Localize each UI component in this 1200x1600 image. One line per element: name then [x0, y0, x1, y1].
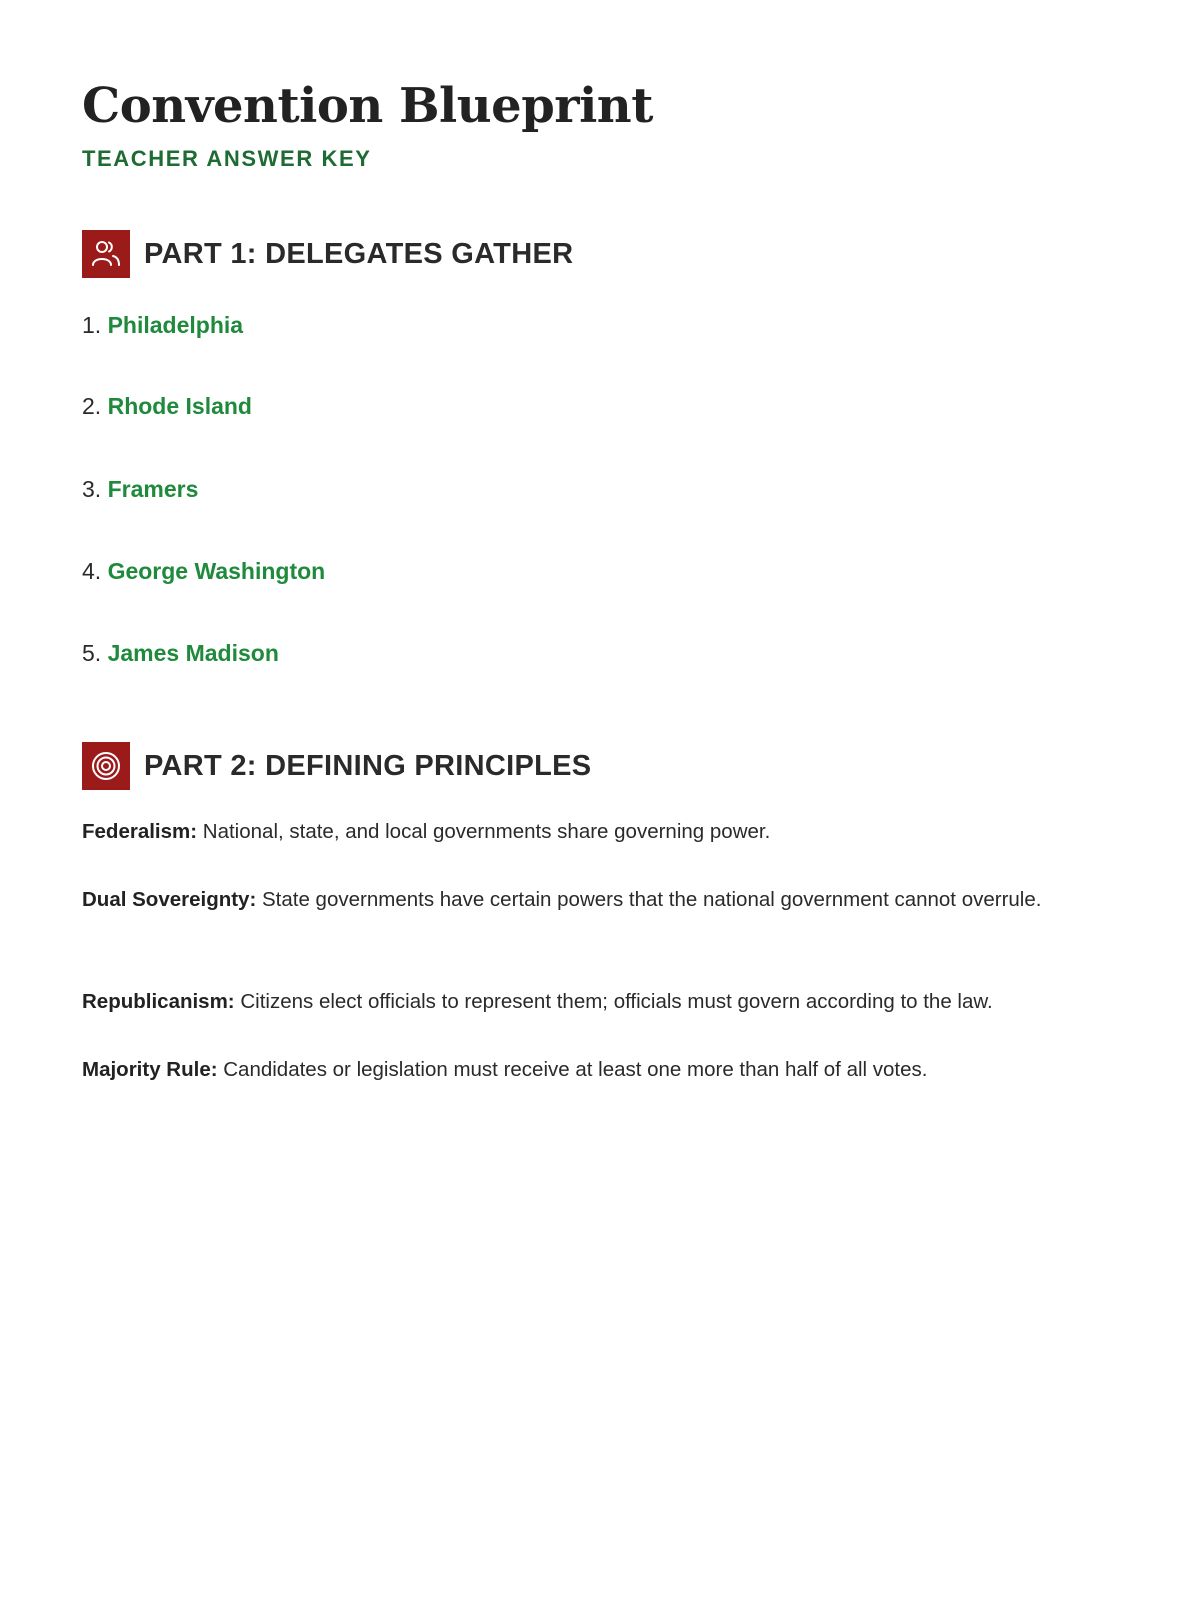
principle-item: [82, 815, 1112, 849]
part1-title: PART 1: DELEGATES GATHER: [144, 237, 574, 270]
principle-definition: State governments have certain powers that the national government cannot overrule.: [262, 888, 1042, 911]
answer-item: [82, 309, 243, 341]
principle-term: Dual Sovereignty:: [82, 888, 257, 911]
answer-number: 3.: [82, 476, 102, 502]
principle-term: Majority Rule:: [82, 1058, 218, 1081]
answer-value: Framers: [107, 476, 199, 502]
principle-term: Republicanism:: [82, 990, 235, 1013]
answer-number: 1.: [82, 312, 102, 338]
part2-header: [82, 742, 591, 790]
answer-value: James Madison: [107, 640, 279, 666]
principle-term: Federalism:: [82, 820, 198, 843]
answer-value: Philadelphia: [107, 312, 244, 338]
principle-definition: National, state, and local governments share governing power.: [202, 820, 771, 843]
people-icon: [82, 230, 130, 278]
principle-definition: Candidates or legislation must receive at least one more than half of all votes.: [223, 1058, 928, 1081]
principle-item: [82, 985, 1112, 1019]
answer-value: Rhode Island: [107, 393, 252, 419]
answer-number: 5.: [82, 640, 102, 666]
principle-definition: Citizens elect officials to represent them; officials must govern according to the law.: [240, 990, 993, 1013]
answer-item: [82, 555, 325, 587]
answer-item: [82, 473, 198, 505]
principle-item: [82, 1053, 1112, 1087]
answer-number: 4.: [82, 558, 102, 584]
answer-item: [82, 390, 252, 422]
part2-title: PART 2: DEFINING PRINCIPLES: [144, 749, 592, 782]
page-title: Convention Blueprint: [82, 78, 653, 134]
answer-number: 2.: [82, 393, 102, 419]
answer-item: [82, 637, 279, 669]
principle-item: [82, 883, 1112, 917]
target-icon: [82, 742, 130, 790]
page-subtitle: TEACHER ANSWER KEY: [82, 146, 372, 171]
answer-value: George Washington: [107, 558, 326, 584]
part1-header: [82, 230, 573, 278]
